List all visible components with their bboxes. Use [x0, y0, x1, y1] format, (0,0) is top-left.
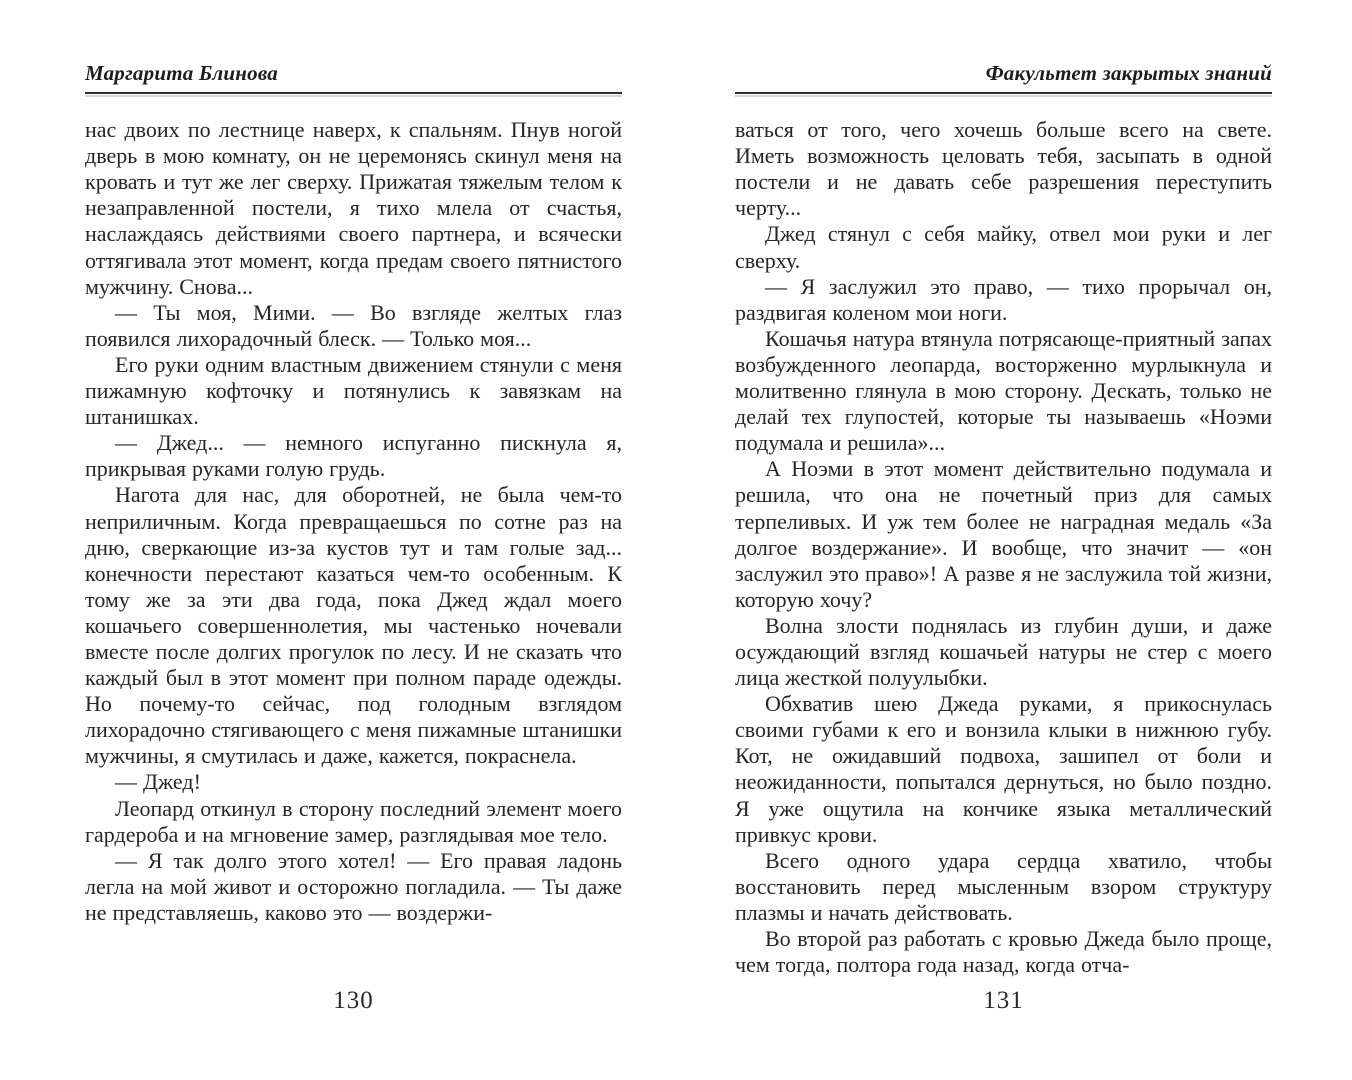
- left-page: [85, 62, 622, 1037]
- paragraph: Обхватив шею Джеда руками, я прикоснулась своими губами к его и вонзила клыки в нижнюю губу. Кот, не ожидавший подвоха, зашипел от боли и неожиданности, попытался дернуться, но было поздно. Я уже ощутила на кончике языка металлический привкус крови.: [735, 691, 1272, 847]
- paragraph: Нагота для нас, для оборотней, не была чем-то неприличным. Когда превращаешься по сотне раз на дню, сверкающие из-за кустов тут и там голые зад... конечности перестают казаться чем-то особенным. К тому же за эти два года, пока Джед ждал моего кошачьего совершеннолетия, мы частенько ночевали вместе после долгих прогулок по лесу. И не сказать что каждый был в этот момент при полном параде одежды. Но почему-то сейчас, под голодным взглядом лихорадочно стягивающего с меня пижамные штанишки мужчины, я смутилась и даже, кажется, покраснела.: [85, 482, 622, 769]
- running-title-author: Маргарита Блинова: [85, 61, 278, 85]
- paragraph: нас двоих по лестнице наверх, к спальням. Пнув ногой дверь в мою комнату, он не церемонясь скинул меня на кровать и тут же лег сверху. Прижатая тяжелым телом к незаправленной постели, я тихо млела от счастья, наслаждаясь действиями своего партнера, и всячески оттягивала этот момент, когда предам своего пятнистого мужчину. Снова...: [85, 117, 622, 299]
- header-rule-left: [85, 92, 622, 94]
- header-rule-right: [735, 92, 1272, 94]
- paragraph: Всего одного удара сердца хватило, чтобы восстановить перед мысленным взором структуру плазмы и начать действовать.: [735, 847, 1272, 925]
- paragraph: Леопард откинул в сторону последний элемент моего гардероба и на мгновение замер, разглядывая мое тело.: [85, 795, 622, 847]
- left-page-number: 130: [333, 987, 374, 1014]
- right-page-number: 131: [983, 987, 1024, 1014]
- left-page-body-text: [85, 117, 622, 926]
- paragraph: А Ноэми в этот момент действительно подумала и решила, что она не почетный приз для самых терпеливых. И уж тем более не наградная медаль «За долгое воздержание». И вообще, что значит — «он заслужил это право»! А разве я не заслужила той жизни, которую хочу?: [735, 456, 1272, 612]
- paragraph: — Я так долго этого хотел! — Его правая ладонь легла на мой живот и осторожно погладила. — Ты даже не представляешь, каково это — воздержи-: [85, 847, 622, 925]
- paragraph: — Джед... — немного испуганно пискнула я, прикрывая руками голую грудь.: [85, 430, 622, 482]
- paragraph: ваться от того, чего хочешь больше всего на свете. Иметь возможность целовать тебя, засыпать в одной постели и не давать себе разрешения переступить черту...: [735, 117, 1272, 221]
- paragraph: — Джед!: [115, 769, 201, 795]
- paragraph: Волна злости поднялась из глубин души, и даже осуждающий взгляд кошачьей натуры не стер с моего лица жесткой полуулыбки.: [735, 612, 1272, 691]
- paragraph: — Ты моя, Мими. — Во взгляде желтых глаз появился лихорадочный блеск. — Только моя...: [85, 299, 622, 351]
- running-header-right: [735, 62, 1272, 92]
- right-page-body-text: [735, 117, 1272, 978]
- paragraph: Кошачья натура втянула потрясающе-приятный запах возбужденного леопарда, восторженно мурлыкнула и молитвенно глянула в мою сторону. Дескать, только не делай тех глупостей, которые ты называешь «Ноэми подумала и решила»...: [735, 325, 1272, 456]
- paragraph: Во второй раз работать с кровью Джеда было проще, чем тогда, полтора года назад, когда отча-: [735, 926, 1272, 978]
- paragraph: Его руки одним властным движением стянули с меня пижамную кофточку и потянулись к завязкам на штанишках.: [85, 351, 622, 430]
- running-header-left: [85, 62, 622, 92]
- right-page: [735, 62, 1272, 1037]
- running-title-book: Факультет закрытых знаний: [985, 61, 1272, 85]
- paragraph: — Я заслужил это право, — тихо прорычал он, раздвигая коленом мои ноги.: [735, 273, 1272, 325]
- paragraph: Джед стянул с себя майку, отвел мои руки и лег сверху.: [735, 221, 1272, 273]
